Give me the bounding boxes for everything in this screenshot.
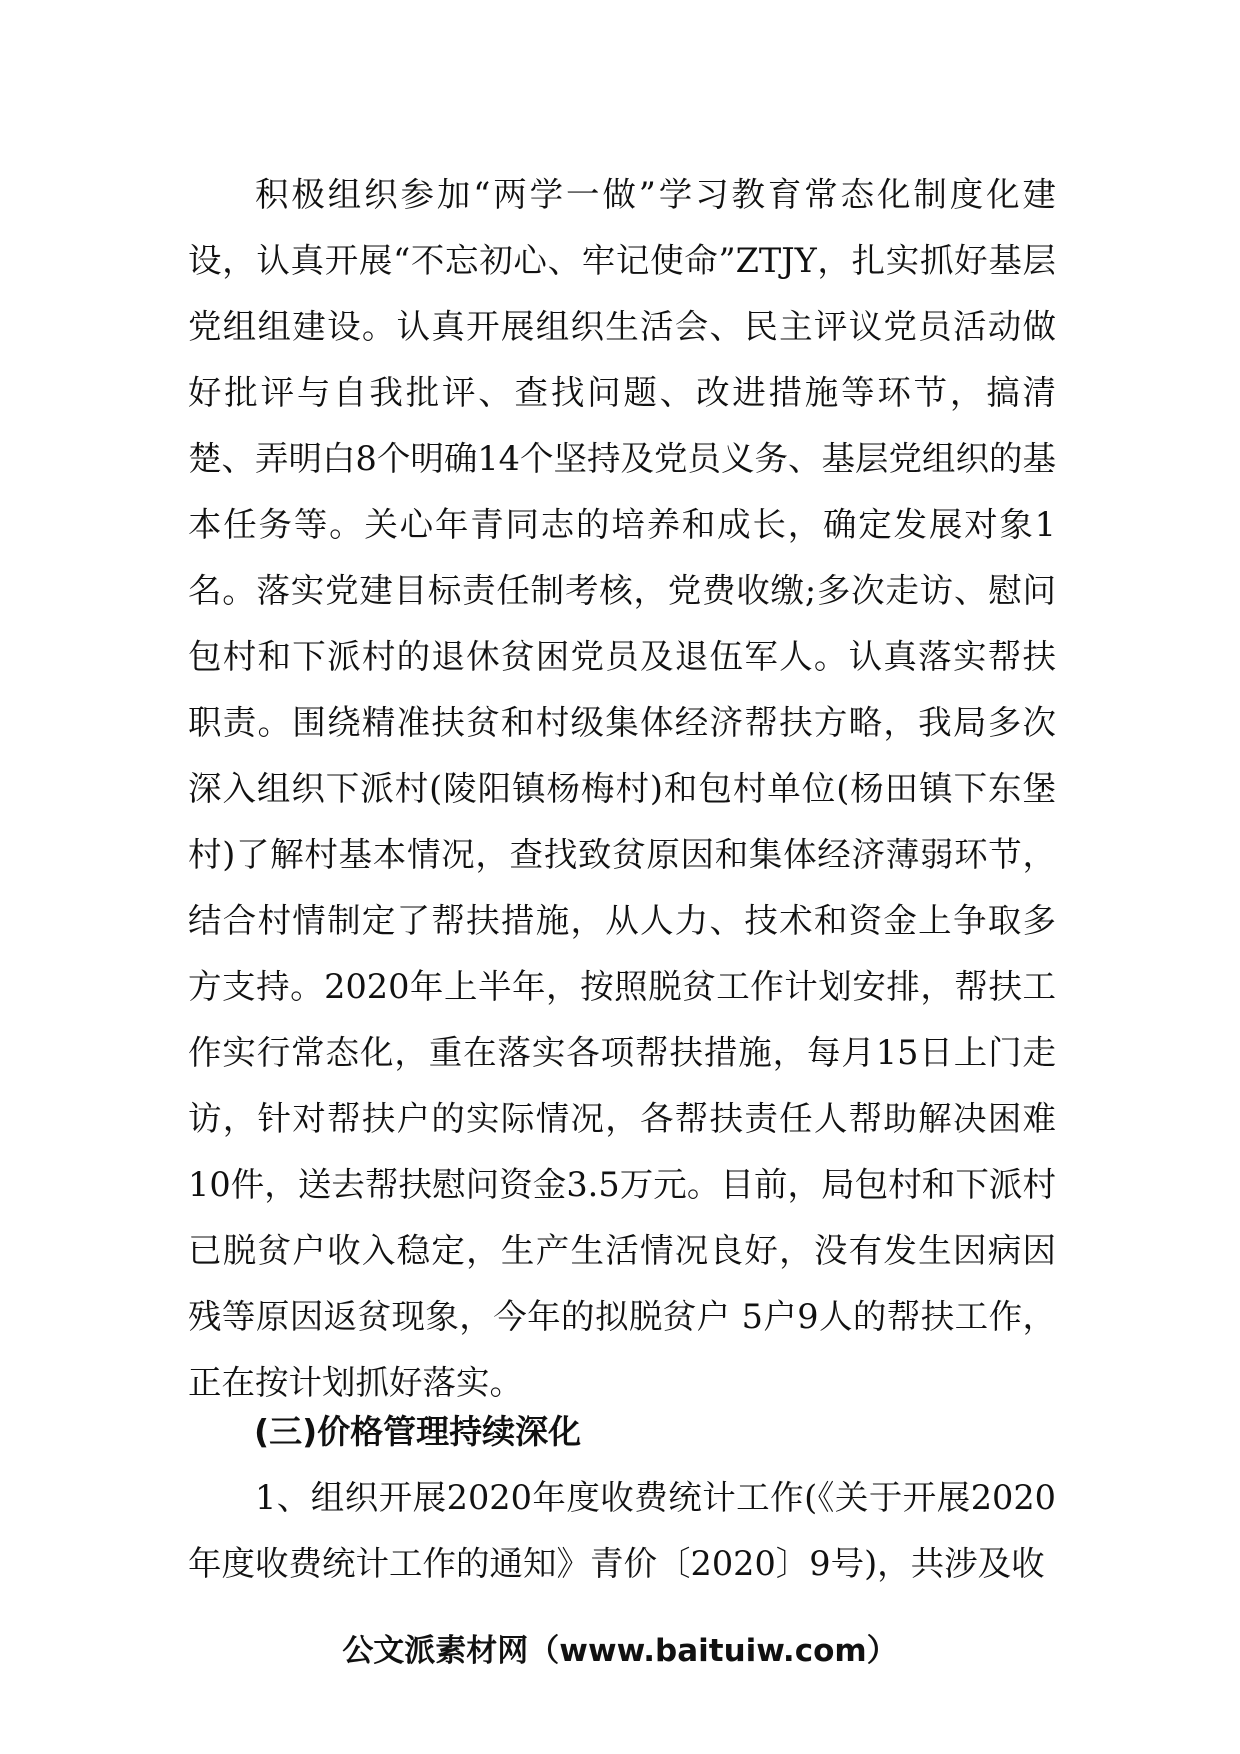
- body-paragraph: 积极组织参加“两学一做”学习教育常态化制度化建设，认真开展“不忘初心、牢记使命”ZTJY，扎实抓好基层党组组建设。认真开展组织生活会、民主评议党员活动做好批评与自我批评、查找问题、改进措施等环节，搞清楚、弄明白8个明确14个坚持及党员义务、基层党组织的基本任务等。关心年青同志的培养和成长，确定发展对象1名。落实党建目标责任制考核，党费收缴;多次走访、慰问包村和下派村的退休贫困党员及退伍军人。认真落实帮扶职责。围绕精准扶贫和村级集体经济帮扶方略，我局多次深入组织下派村(陵阳镇杨梅村)和包村单位(杨田镇下东堡村)了解村基本情况，查找致贫原因和集体经济薄弱环节，结合村情制定了帮扶措施，从人力、技术和资金上争取多方支持。2020年上半年，按照脱贫工作计划安排，帮扶工作实行常态化，重在落实各项帮扶措施，每月15日上门走访，针对帮扶户的实际情况，各帮扶责任人帮助解决困难10件，送去帮扶慰问资金3.5万元。目前，局包村和下派村已脱贫户收入稳定，生产生活情况良好，没有发生因病因残等原因返贫现象，今年的拟脱贫户 5户9人的帮扶工作，正在按计划抓好落实。: [188, 175, 1056, 1402]
- footer-watermark: 公文派素材网（www.baituiw.com）: [342, 1633, 898, 1669]
- section-heading: (三)价格管理持续深化: [254, 1412, 582, 1451]
- body-paragraph-2: 1、组织开展2020年度收费统计工作(《关于开展2020年度收费统计工作的通知》青价〔2020〕9号)，共涉及收: [188, 1478, 1056, 1583]
